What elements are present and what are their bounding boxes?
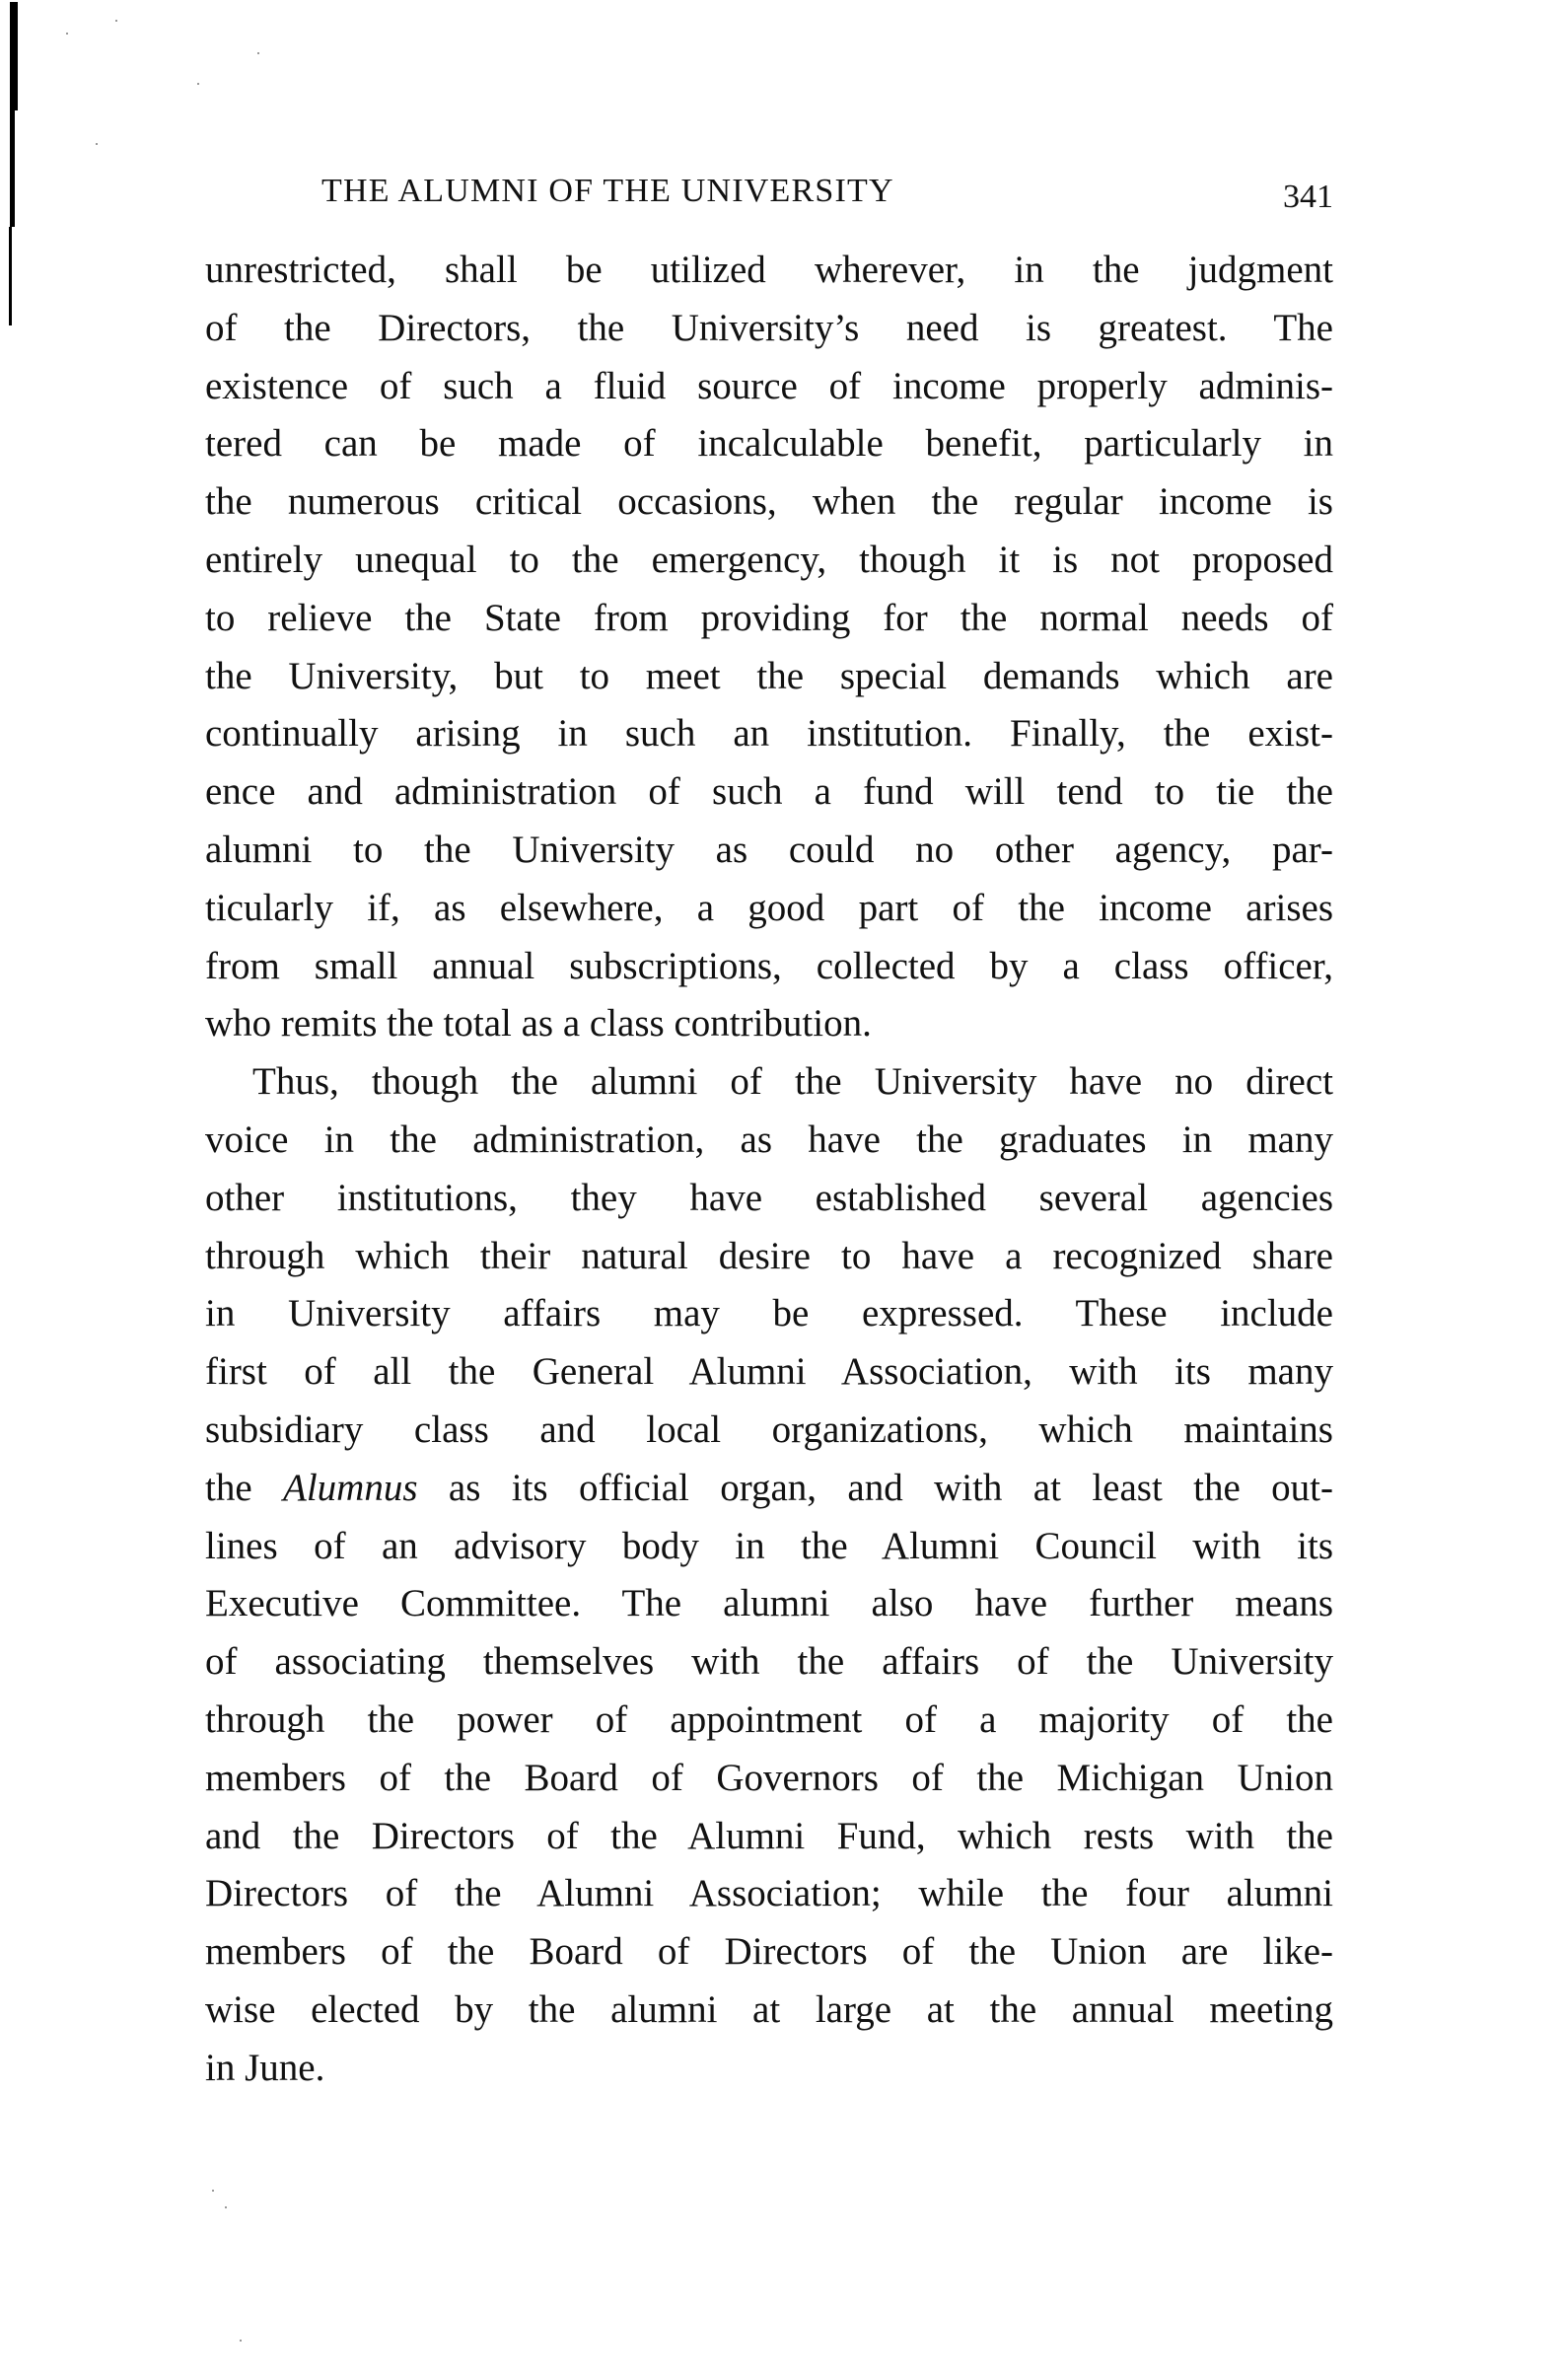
scan-speck bbox=[66, 33, 68, 35]
text-line: continually arising in such an institution. Finally, the exist- bbox=[205, 712, 1333, 756]
text-line: in June. bbox=[205, 2046, 325, 2089]
scan-speck bbox=[225, 2206, 227, 2208]
text-line: of the Directors, the University’s need is greatest. The bbox=[205, 306, 1333, 349]
text-line: entirely unequal to the emergency, though it is not proposed bbox=[205, 538, 1333, 581]
text-line: Executive Committee. The alumni also have further means bbox=[205, 1582, 1333, 1625]
text-line: lines of an advisory body in the Alumni Council with its bbox=[205, 1524, 1333, 1567]
text-line: of associating themselves with the affairs of the University bbox=[205, 1640, 1333, 1684]
scan-speck bbox=[197, 83, 199, 85]
scan-edge-mark bbox=[10, 108, 15, 227]
text-line: first of all the General Alumni Association, with its many bbox=[205, 1350, 1333, 1394]
publication-title-italic: Alumnus bbox=[283, 1466, 418, 1509]
page-number: 341 bbox=[1283, 179, 1333, 215]
text-line: from small annual subscriptions, collected by a class officer, bbox=[205, 944, 1333, 987]
scan-speck bbox=[115, 20, 117, 22]
scan-edge-mark bbox=[9, 227, 12, 325]
text-line-with-italic bbox=[205, 1460, 1333, 1518]
text-line: subsidiary class and local organizations, which maintains bbox=[205, 1407, 1333, 1451]
text-line: wise elected by the alumni at large at the annual meeting bbox=[205, 1987, 1333, 2031]
text-line: the University, but to meet the special demands which are bbox=[205, 654, 1333, 697]
text-line: members of the Board of Directors of the Union are like- bbox=[205, 1930, 1333, 1974]
text-line: tered can be made of incalculable benefit, particularly in bbox=[205, 422, 1333, 466]
text-line: unrestricted, shall be utilized wherever, in the judgment bbox=[205, 249, 1333, 291]
text-line: other institutions, they have established several agencies bbox=[205, 1176, 1333, 1219]
text-line: members of the Board of Governors of the Michigan Union bbox=[205, 1756, 1333, 1799]
text-run: the bbox=[205, 1466, 284, 1509]
scan-speck bbox=[212, 2190, 214, 2192]
scan-speck bbox=[240, 2340, 242, 2342]
scan-speck bbox=[96, 143, 98, 145]
text-line: to relieve the State from providing for the normal needs of bbox=[205, 596, 1333, 639]
text-line: ence and administration of such a fund will tend to tie the bbox=[205, 770, 1333, 814]
scan-speck bbox=[257, 52, 259, 54]
text-line: the numerous critical occasions, when the regular income is bbox=[205, 480, 1333, 524]
paragraph bbox=[205, 242, 1333, 1053]
paragraph bbox=[205, 1053, 1333, 2097]
text-line: alumni to the University as could no other agency, par- bbox=[205, 828, 1333, 871]
text-run: as its official organ, and with at least the out- bbox=[417, 1466, 1333, 1509]
text-line: Directors of the Alumni Association; while the four alumni bbox=[205, 1872, 1333, 1915]
text-line: and the Directors of the Alumni Fund, which rests with the bbox=[205, 1814, 1333, 1857]
text-line: Thus, though the alumni of the University have no direct bbox=[252, 1060, 1333, 1104]
text-line: through the power of appointment of a majority of the bbox=[205, 1697, 1333, 1741]
text-line: voice in the administration, as have the graduates in many bbox=[205, 1118, 1333, 1161]
scan-edge-mark bbox=[10, 2, 18, 110]
body-text bbox=[205, 242, 1333, 2098]
text-line: existence of such a fluid source of income properly adminis- bbox=[205, 364, 1333, 407]
text-line: who remits the total as a class contribution. bbox=[205, 1002, 872, 1046]
running-title: THE ALUMNI OF THE UNIVERSITY bbox=[321, 173, 894, 209]
running-head bbox=[205, 170, 1333, 219]
text-line: through which their natural desire to have a recognized share bbox=[205, 1234, 1333, 1277]
text-line: ticularly if, as elsewhere, a good part of the income arises bbox=[205, 886, 1333, 929]
text-line: in University affairs may be expressed. These include bbox=[205, 1292, 1333, 1335]
